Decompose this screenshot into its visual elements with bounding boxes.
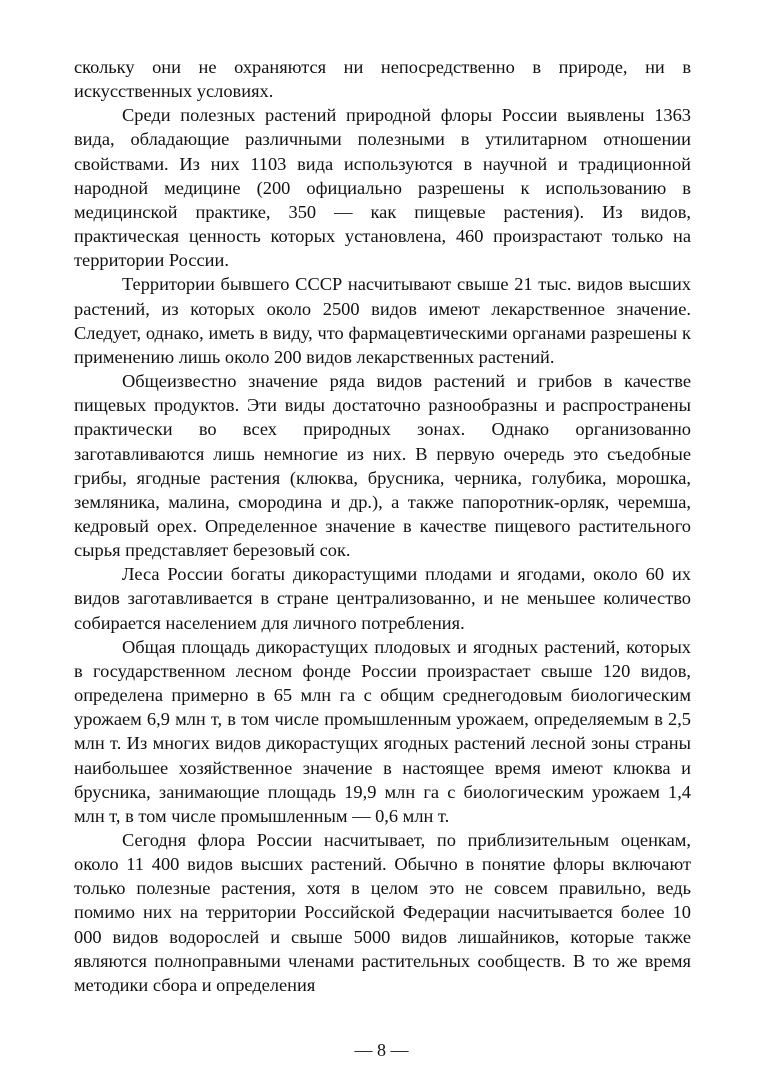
paragraph-berry-area: Общая площадь дикорастущих плодовых и ягодных растений, которых в государственном лесном фонде России произрастает свыше 120 видов, определена примерно в 65 млн га с общим среднегодовым биологическим урожаем 6,9 млн т, в том числе промышленным урожаем, определяемым в 2,5 млн т. Из многих видов дикорастущих ягодных растений лесной зоны страны наибольшее хозяйственное значение в настоящее время имеют клюква и брусника, занимающие площадь 19,9 млн га с биологическим урожаем 1,4 млн т, в том числе промышленным — 0,6 млн т. (74, 636, 691, 826)
page-number: — 8 — (354, 1040, 409, 1060)
paragraph-ussr-species: Территории бывшего СССР насчитывают свыше 21 тыс. видов высших растений, из которых около 2500 видов имеют лекарственное значение. Следует, однако, иметь в виду, что фармацевтическими органами разрешены к применению лишь около 200 видов лекарственных растений. (74, 274, 691, 367)
paragraph-useful-plants: Среди полезных растений природной флоры России выявлены 1363 вида, обладающие различными полезными в утилитарном отношении свойствами. Из них 1103 вида используются в научной и традиционной народной медицине (200 официально разрешены к использованию в медицинской практике, 350 — как пищевые растения). Из видов, практическая ценность которых установлена, 460 произрастают только на территории России. (74, 105, 691, 271)
body-text (74, 55, 691, 997)
paragraph-wild-fruits: Леса России богаты дикорастущими плодами и ягодами, около 60 их видов заготавливается в стране централизованно, и не меньшее количество собирается населением для личного потребления. (74, 564, 691, 633)
paragraph-continuation: скольку они не охраняются ни непосредственно в природе, ни в искусственных условиях. (74, 57, 691, 102)
paragraph-food-plants: Общеизвестно значение ряда видов растений и грибов в качестве пищевых продуктов. Эти виды достаточно разнообразны и распространены практически во всех природных зонах. Однако организованно заготавливаются лишь немногие из них. В первую очередь это съедобные грибы, ягодные растения (клюква, брусника, черника, голубика, морошка, земляника, малина, смородина и др.), а также папоротник-орляк, черемша, кедровый орех. Определенное значение в качестве пищевого растительного сырья представляет березовый сок. (74, 371, 691, 561)
paragraph-flora-count: Сегодня флора России насчитывает, по приблизительным оценкам, около 11 400 видов высших растений. Обычно в понятие флоры включают только полезные растения, хотя в целом это не совсем правильно, ведь помимо них на территории Российской Федерации насчитывается более 10 000 видов водорослей и свыше 5000 видов лишайников, которые также являются полноправными членами растительных сообществ. В то же время методики сбора и определения (74, 830, 691, 995)
